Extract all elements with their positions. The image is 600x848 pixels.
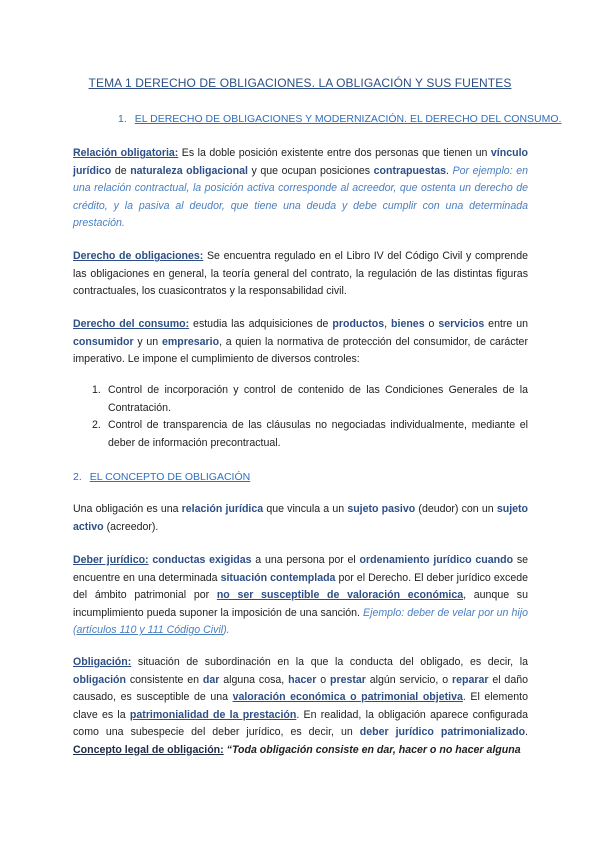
section-1-label: EL DERECHO DE OBLIGACIONES Y MODERNIZACIÓN. EL DERECHO DEL CONSUMO. xyxy=(134,113,562,125)
highlight-hacer: hacer xyxy=(288,673,317,686)
link-articulos-codigo-civil: artículos 110 y 111 Código Civil xyxy=(76,624,224,636)
example-relacion: Por ejemplo: en una relación contractual, la posición activa corresponde al acreedor, que ostenta un derecho de crédito, y la pasiva al deudor, que tiene una deuda y debe cumplir con una determinada prestación. xyxy=(73,164,528,229)
highlight-valoracion-economica: valoración económica o patrimonial objetiva xyxy=(232,691,463,703)
term-obligacion: Obligación: xyxy=(73,656,132,668)
paragraph-derecho-consumo: Derecho del consumo: estudia las adquisiciones de productos, bienes o servicios entre un consumidor y un empresario, a quien la normativa de protección del consumidor, de carácter imperativo. Le impone el cumplimiento de diversos controles: xyxy=(73,318,529,365)
highlight-dar: dar xyxy=(202,673,220,686)
highlight-empresario: empresario xyxy=(161,335,220,348)
paragraph-obligacion-definicion: Obligación: situación de subordinación en la que la conducta del obligado, es decir, la obligación consistente en dar alguna cosa, hacer o prestar algún servicio, o reparar el daño causado, es susceptible de una valoración económica o patrimonial objetiva. El elemento clave es la patrimonialidad de la prestación. En realidad, la obligación aparece configurada como una subespecie del deber jurídico, es decir, un deber jurídico patrimonializado. Concepto legal de obligación: “Toda obligación consiste en dar, hacer o no hacer alguna xyxy=(73,656,528,756)
highlight-prestar: prestar xyxy=(329,673,366,686)
term-relacion-obligatoria: Relación obligatoria: xyxy=(73,147,179,159)
list-item: 2. Control de transparencia de las cláusulas no negociadas individualmente, mediante el deber de información precontractual. xyxy=(92,419,528,449)
highlight-bienes: bienes xyxy=(391,318,425,330)
paragraph-relacion-obligatoria: Relación obligatoria: Es la doble posición existente entre dos personas que tienen un vínculo jurídico de naturaleza obligacional y que ocupan posiciones contrapuestas. Por ejemplo: en una relación contractual, la posición activa corresponde al acreedor, que ostenta un derecho de crédito, y la pasiva al deudor, que tiene una deuda y debe cumplir con una determinada prestación. xyxy=(73,147,528,229)
highlight-servicios: servicios xyxy=(438,318,485,330)
paragraph-deber-juridico: Deber jurídico: conductas exigidas a una persona por el ordenamiento jurídico cuando se encuentre en una determinada situación contemplada por el Derecho. El deber jurídico excede del ámbito patrimonial por no ser susceptible de valoración económica, aunque su incumplimiento pueda suponer la imposición de una sanción. Ejemplo: deber de velar por un hijo (artículos 110 y 111 Código Civil). xyxy=(73,554,529,636)
paragraph-derecho-obligaciones: Derecho de obligaciones: Se encuentra regulado en el Libro IV del Código Civil y comprende las obligaciones en general, la teoría general del contrato, la regulación de las distintas figuras contractuales, los cuasicontratos y la responsabilidad civil. xyxy=(73,250,528,297)
controles-list xyxy=(92,382,528,452)
document-title: TEMA 1 DERECHO DE OBLIGACIONES. LA OBLIGACIÓN Y SUS FUENTES xyxy=(88,76,512,90)
section-2-heading xyxy=(73,471,250,483)
term-deber-juridico: Deber jurídico: xyxy=(73,554,149,566)
term-derecho-consumo: Derecho del consumo: xyxy=(73,318,190,330)
term-derecho-obligaciones: Derecho de obligaciones: xyxy=(73,250,204,262)
paragraph-obligacion-intro: Una obligación es una relación jurídica que vincula a un sujeto pasivo (deudor) con un sujeto activo (acreedor). xyxy=(73,503,529,533)
highlight-patrimonialidad: patrimonialidad de la prestación xyxy=(129,708,297,721)
section-1-number: 1. xyxy=(118,113,127,125)
list-item: 1. Control de incorporación y control de contenido de las Condiciones Generales de la Contratación. xyxy=(92,384,528,414)
section-2-label: EL CONCEPTO DE OBLIGACIÓN xyxy=(89,471,251,483)
example-deber: Ejemplo: deber de velar por un hijo ( xyxy=(73,606,528,636)
highlight-contrapuestas: contrapuestas xyxy=(373,164,447,177)
highlight-relacion-juridica: relación jurídica xyxy=(181,503,264,515)
section-2-number: 2. xyxy=(73,471,82,483)
highlight-situacion-contemplada: situación contemplada xyxy=(220,571,336,584)
highlight-ordenamiento-juridico: ordenamiento jurídico cuando xyxy=(359,554,514,566)
highlight-reparar: reparar xyxy=(451,673,489,686)
section-1-heading xyxy=(118,113,561,125)
highlight-productos: productos xyxy=(332,318,385,330)
highlight-conductas-exigidas: conductas exigidas xyxy=(152,554,252,566)
term-concepto-legal: Concepto legal de obligación: xyxy=(73,743,224,756)
highlight-consumidor: consumidor xyxy=(73,335,134,348)
highlight-sujeto-activo: sujeto activo xyxy=(73,503,529,533)
quote-concepto-legal: “Toda obligación consiste en dar, hacer o no hacer alguna xyxy=(226,743,521,756)
highlight-vinculo-juridico: vínculo jurídico xyxy=(73,147,528,177)
highlight-no-valoracion: no ser susceptible de valoración económica xyxy=(216,589,464,601)
highlight-naturaleza-obligacional: naturaleza obligacional xyxy=(130,164,248,177)
highlight-deber-patrimonializado: deber jurídico patrimonializado xyxy=(359,726,526,738)
highlight-sujeto-pasivo: sujeto pasivo xyxy=(347,503,416,515)
highlight-obligacion: obligación xyxy=(73,673,126,686)
